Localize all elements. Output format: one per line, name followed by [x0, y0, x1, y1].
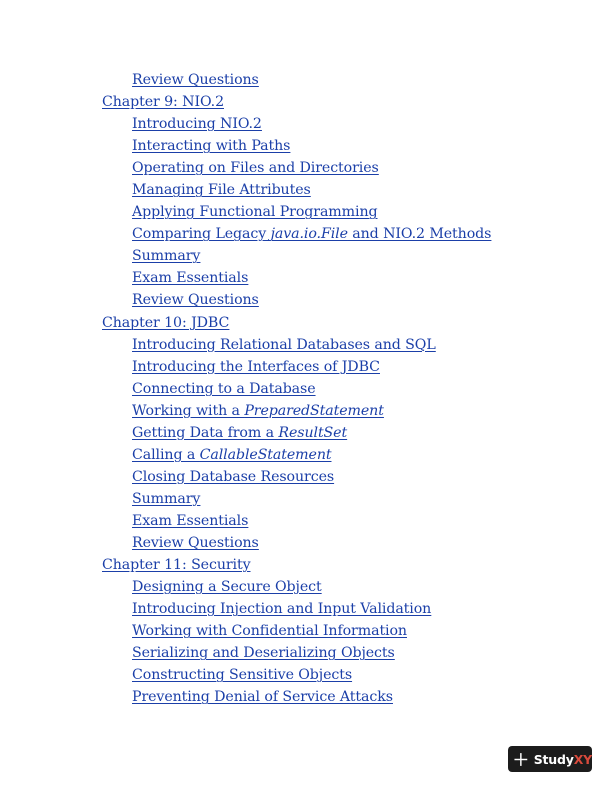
toc-section-link[interactable]	[132, 510, 612, 532]
toc-link-text: Exam Essentials	[132, 512, 249, 529]
toc-section-link[interactable]	[132, 201, 612, 223]
toc-link-text: Review Questions	[132, 534, 259, 551]
toc-section-link[interactable]	[132, 466, 612, 488]
toc-link-text: Introducing Relational Databases and SQL	[132, 336, 436, 353]
toc-section-link[interactable]	[132, 267, 612, 289]
toc-link-text: Review Questions	[132, 72, 259, 88]
badge-name-main: Study	[533, 751, 574, 767]
toc-section-link[interactable]	[132, 245, 612, 267]
toc-link-text: Getting Data from a	[132, 424, 279, 441]
toc-link-text: Managing File Attributes	[132, 182, 311, 199]
toc-section-link[interactable]	[132, 488, 612, 510]
toc-section-link[interactable]	[132, 223, 612, 245]
plus-icon	[514, 752, 528, 767]
toc-link-text: Operating on Files and Directories	[132, 160, 379, 177]
toc-link-text: Exam Essentials	[132, 270, 249, 287]
toc-link-text: Chapter 10: JDBC	[102, 314, 230, 331]
toc-section-link[interactable]	[132, 576, 612, 598]
toc-section-link[interactable]	[132, 69, 612, 91]
toc-section-link[interactable]	[132, 179, 612, 201]
toc-section-link[interactable]	[132, 400, 612, 422]
toc-link-text: PreparedStatement	[244, 402, 384, 419]
toc-link-text: Connecting to a Database	[132, 380, 316, 397]
toc-section-link[interactable]	[132, 664, 612, 686]
toc-section-link[interactable]	[132, 135, 612, 157]
toc-section-link[interactable]	[132, 444, 612, 466]
toc-link-text: Closing Database Resources	[132, 468, 335, 485]
toc-section-link[interactable]	[132, 157, 612, 179]
toc-link-text: Summary	[132, 248, 201, 265]
toc-section-link[interactable]	[132, 334, 612, 356]
toc-link-text: CallableStatement	[199, 446, 332, 463]
toc-chapter-link[interactable]	[102, 554, 612, 576]
toc-section-link[interactable]	[132, 356, 612, 378]
toc-link-text: and NIO.2 Methods	[347, 226, 492, 243]
badge-label	[534, 752, 592, 767]
toc-link-text: Applying Functional Programming	[132, 204, 378, 221]
studyxy-badge[interactable]	[508, 746, 592, 772]
toc-section-link[interactable]	[132, 686, 612, 708]
toc-link-text: Interacting with Paths	[132, 138, 291, 155]
toc-chapter-link[interactable]	[102, 312, 612, 334]
toc-section-link[interactable]	[132, 422, 612, 444]
toc-link-text: ResultSet	[278, 424, 348, 441]
toc-link-text: java.io.File	[270, 226, 348, 243]
toc-link-text: Designing a Secure Object	[132, 579, 322, 596]
toc-link-text: Summary	[132, 490, 201, 507]
toc-link-text: Introducing the Interfaces of JDBC	[132, 358, 380, 375]
toc-link-text: Preventing Denial of Service Attacks	[132, 689, 393, 706]
toc-section-link[interactable]	[132, 378, 612, 400]
table-of-contents	[0, 69, 612, 708]
toc-chapter-link[interactable]	[102, 91, 612, 113]
badge-name-accent: XY	[573, 751, 592, 767]
toc-link-text: Review Questions	[132, 292, 259, 309]
toc-link-text: Chapter 11: Security	[102, 557, 251, 574]
toc-link-text: Working with a	[132, 402, 245, 419]
toc-section-link[interactable]	[132, 642, 612, 664]
toc-section-link[interactable]	[132, 620, 612, 642]
toc-link-text: Working with Confidential Information	[132, 623, 407, 640]
toc-link-text: Comparing Legacy	[132, 226, 271, 243]
toc-link-text: Serializing and Deserializing Objects	[132, 645, 395, 662]
toc-link-text: Constructing Sensitive Objects	[132, 667, 353, 684]
toc-link-text: Introducing Injection and Input Validation	[132, 601, 432, 618]
toc-section-link[interactable]	[132, 532, 612, 554]
toc-section-link[interactable]	[132, 289, 612, 311]
toc-link-text: Chapter 9: NIO.2	[102, 94, 224, 111]
toc-section-link[interactable]	[132, 113, 612, 135]
toc-link-text: Calling a	[132, 446, 200, 463]
toc-section-link[interactable]	[132, 598, 612, 620]
toc-link-text: Introducing NIO.2	[132, 116, 262, 133]
